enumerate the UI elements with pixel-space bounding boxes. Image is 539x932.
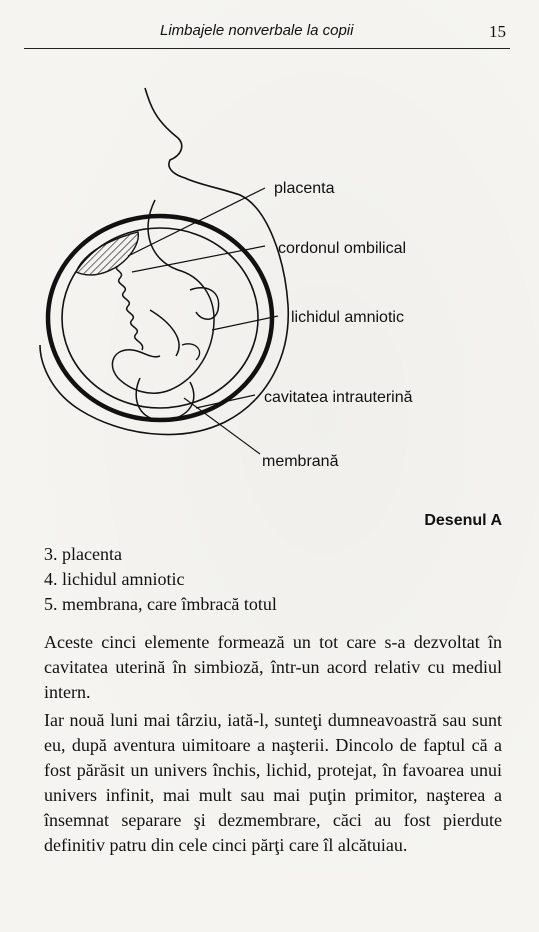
label-umbilical-cord: cordonul ombilical [278,240,407,257]
running-head-title: Limbajele nonverbale la copii [160,22,354,39]
fetus-hand [182,344,200,360]
label-amniotic-fluid: lichidul amniotic [291,309,404,326]
label-placenta: placenta [274,180,335,197]
legend-item: 3. placenta [44,544,122,564]
fetus-leg [150,310,179,356]
page-number: 15 [489,22,506,41]
figure-caption: Desenul A [424,512,502,529]
cavity-leader [196,395,255,408]
uterus-outer-wall [48,216,272,420]
fetus-body [112,200,214,393]
uterus-diagram [0,60,539,490]
legend-item: 5. membrana, care îmbracă totul [44,594,277,614]
label-uterine-cavity: cavitatea intrauterină [264,389,413,406]
body-paragraph-2: Iar nouă luni mai târziu, iată-l, sunteţi dumneavoastră sau sunt eu, după aventura uimitoare a naşterii. Dincolo de faptul că a fost părăsit un univers închis, lichid, protejat, în favoarea unui univers infinit, mai mult sau mai puţin primitor, naşterea a însemnat separare şi dezmembrare, căci au fost pierdute definitiv patru din cele cinci părţi care îl alcătuiau. [44,710,502,855]
cord-leader [132,246,265,272]
body-paragraph-1: Aceste cinci elemente formează un tot care s-a dezvoltat în cavitatea uterină în simbioză, într-un acord relativ cu mediul intern. [44,632,502,702]
header-rule [24,48,510,49]
legend-item: 4. lichidul amniotic [44,569,185,589]
fluid-leader [212,316,278,330]
uterus-diagram-svg [0,60,539,490]
label-membrane: membrană [262,453,339,470]
figure-legend-list [44,542,277,617]
umbilical-cord [116,266,142,350]
placenta-shape [76,232,138,275]
